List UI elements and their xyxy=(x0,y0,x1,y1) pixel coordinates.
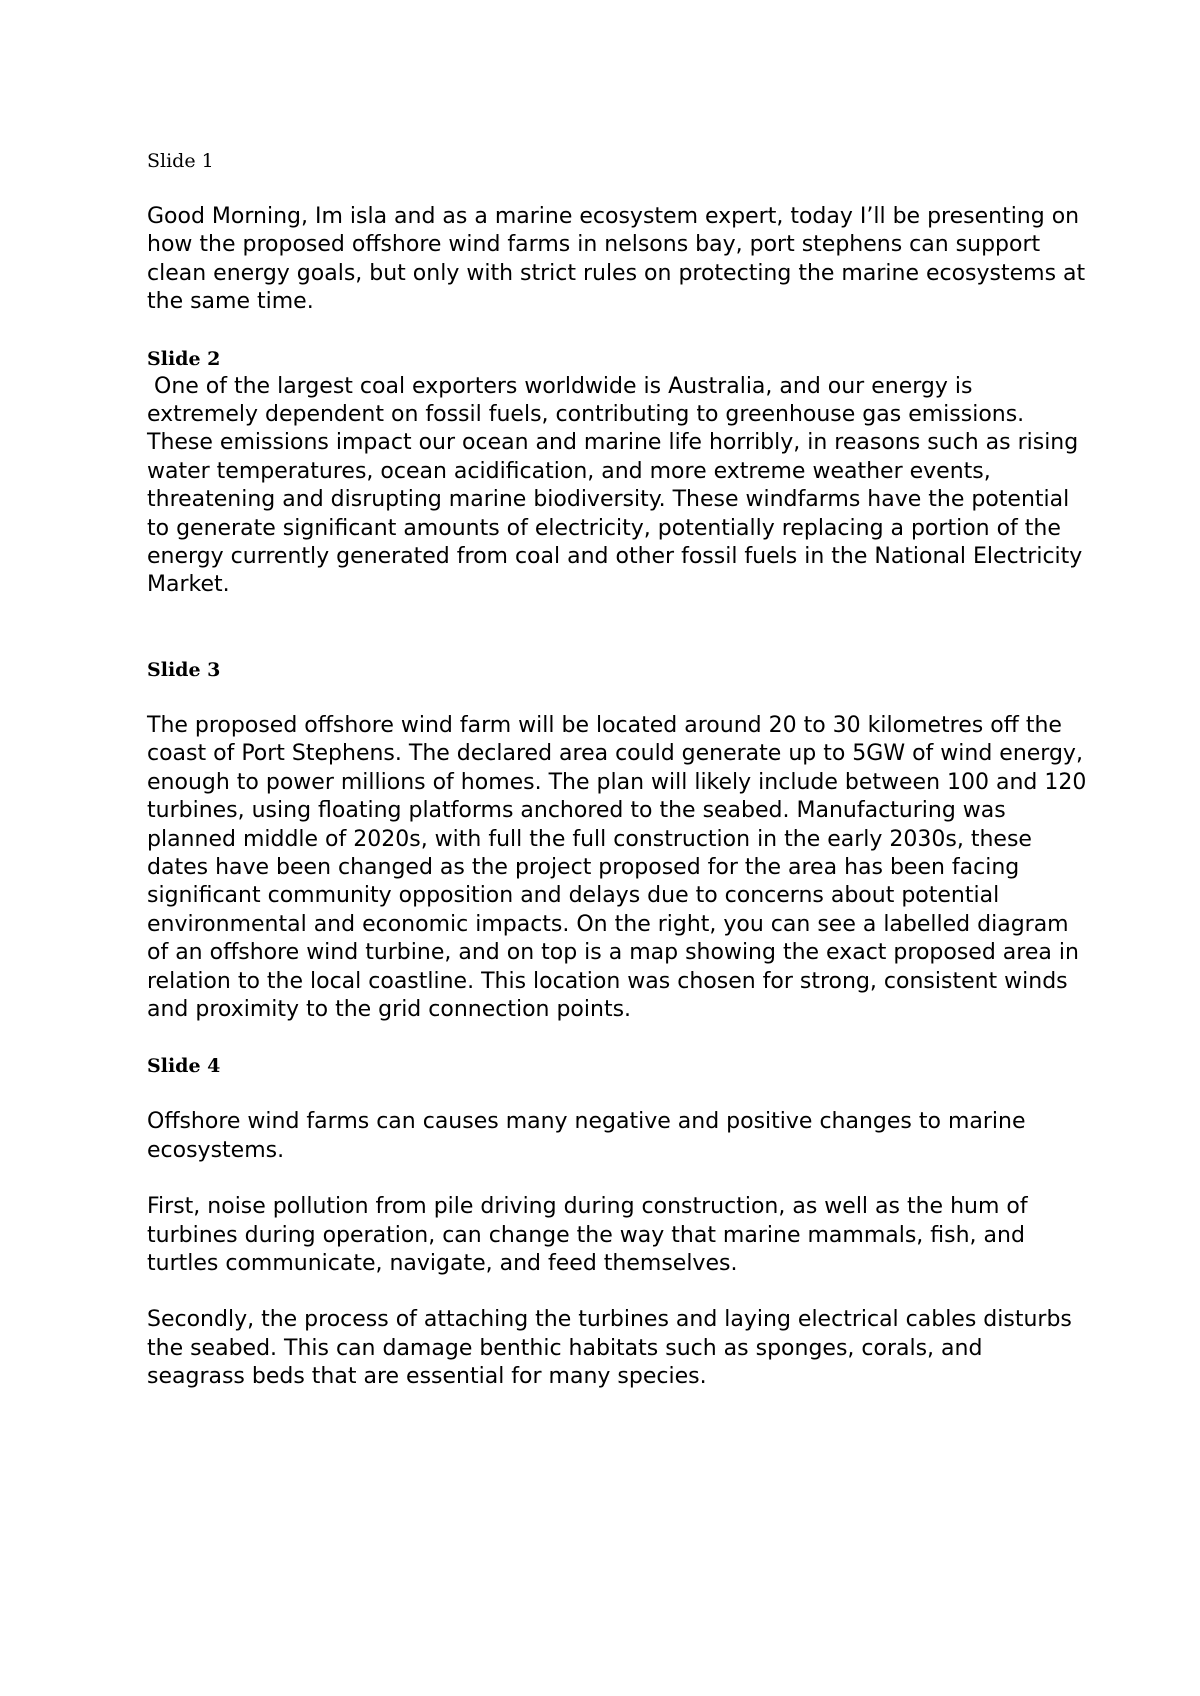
slide-2-heading: Slide 2 xyxy=(147,347,221,370)
slide-4-heading: Slide 4 xyxy=(147,1055,221,1078)
slide-4-paragraph-1: Offshore wind farms can causes many negative and positive changes to marine ecosystems. xyxy=(147,1109,1033,1163)
document-body xyxy=(147,147,1094,1392)
slide-3-paragraph: The proposed offshore wind farm will be located around 20 to 30 kilometres off the coast of Port Stephens. The declared area could generate up to 5GW of wind energy, enough to power millions of homes. The plan will likely include between 100 and 120 turbines, using floating platforms anchored to the seabed. Manufacturing was planned middle of 2020s, with full the full construction in the early 2030s, these dates have been changed as the project proposed for the area has been facing significant community opposition and delays due to concerns about potential environmental and economic impacts. On the right, you can see a labelled diagram of an offshore wind turbine, and on top is a map showing the exact proposed area in relation to the local coastline. This location was chosen for strong, consistent winds and proximity to the grid connection points. xyxy=(147,712,1094,1022)
slide-1-paragraph: Good Morning, Im isla and as a marine ecosystem expert, today I’ll be presenting on how the proposed offshore wind farms in nelsons bay, port stephens can support clean energy goals, but only with strict rules on protecting the marine ecosystems at the same time. xyxy=(147,204,1093,315)
slide-2-section xyxy=(147,345,1090,600)
slide-4-paragraph-2: First, noise pollution from pile driving during construction, as well as the hum of turbines during operation, can change the way that marine mammals, fish, and turtles communicate, navigate, and feed themselves. xyxy=(147,1194,1035,1276)
slide-3-section xyxy=(147,656,1094,1024)
slide-3-heading: Slide 3 xyxy=(147,658,221,681)
slide-4-section xyxy=(147,1052,1087,1391)
slide-1-heading: Slide 1 xyxy=(147,150,214,172)
slide-4-paragraph-3: Secondly, the process of attaching the turbines and laying electrical cables disturbs the seabed. This can damage benthic habitats such as sponges, corals, and seagrass beds that are essential for many species. xyxy=(147,1307,1079,1390)
slide-2-paragraph: One of the largest coal exporters worldwide is Australia, and our energy is extremely dependent on fossil fuels, contributing to greenhouse gas emissions. These emissions impact our ocean and marine life horribly, in reasons such as rising water temperatures, ocean acidification, and more extreme weather events, threatening and disrupting marine biodiversity. These windfarms have the potential to generate significant amounts of electricity, potentially replacing a portion of the energy currently generated from coal and other fossil fuels in the National Electricity Market. xyxy=(147,373,1090,598)
slide-1-section xyxy=(147,147,1093,317)
